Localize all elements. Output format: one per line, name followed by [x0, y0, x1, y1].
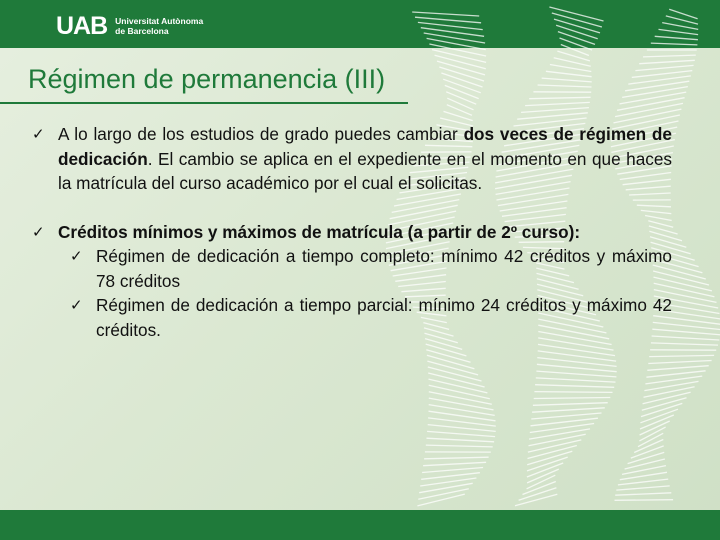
checkmark-icon: ✓	[70, 296, 83, 314]
decorative-stroke	[443, 79, 481, 93]
decorative-stroke	[428, 425, 496, 432]
decorative-stroke	[420, 478, 476, 486]
decorative-stroke	[432, 50, 486, 63]
checkmark-icon: ✓	[32, 125, 45, 143]
slide-title: Régimen de permanencia (III)	[28, 64, 386, 94]
decorative-stroke	[615, 103, 683, 116]
decorative-stroke	[615, 493, 671, 495]
sub-bullet-text: Régimen de dedicación a tiempo parcial: mínimo 24 créditos y máximo 42 créditos.	[96, 295, 672, 340]
decorative-stroke	[525, 102, 590, 105]
logo-mark: UAB	[56, 12, 108, 40]
decorative-stroke	[426, 350, 470, 363]
bullet-text-pre: A lo largo de los estudios de grado puedes cambiar	[58, 124, 464, 144]
decorative-stroke	[552, 13, 602, 27]
decorative-stroke	[441, 73, 482, 87]
bullet-item	[32, 122, 672, 196]
decorative-stroke	[617, 98, 685, 111]
decorative-stroke	[651, 43, 698, 45]
decorative-stroke	[517, 113, 588, 119]
decorative-stroke	[423, 462, 486, 465]
decorative-stroke	[531, 413, 601, 419]
bullet-text	[58, 220, 672, 245]
decorative-stroke	[655, 36, 698, 39]
checkmark-icon: ✓	[32, 222, 45, 241]
decorative-stroke	[429, 392, 492, 405]
decorative-stroke	[515, 494, 557, 505]
decorative-stroke	[648, 361, 711, 364]
decorative-stroke	[417, 494, 464, 506]
decorative-stroke	[429, 44, 486, 56]
decorative-stroke	[618, 479, 668, 485]
decorative-stroke	[616, 486, 669, 490]
sub-bullet-item	[70, 293, 672, 342]
decorative-stroke	[651, 343, 718, 345]
decorative-stroke	[429, 405, 495, 416]
decorative-stroke	[427, 38, 486, 49]
decorative-stroke	[412, 12, 479, 16]
decorative-stroke	[535, 385, 614, 388]
decorative-stroke	[426, 344, 467, 356]
decorative-stroke	[538, 344, 615, 355]
decorative-stroke	[529, 434, 586, 445]
decorative-stroke	[620, 92, 687, 104]
decorative-stroke	[615, 500, 674, 501]
bullet-text-bold: dos veces de régimen de dedicación	[58, 124, 672, 169]
bullet-text	[58, 122, 672, 196]
decorative-stroke	[542, 78, 592, 82]
decorative-stroke	[546, 71, 592, 76]
decorative-stroke	[536, 371, 616, 377]
bullet-item	[32, 220, 672, 245]
decorative-stroke	[554, 19, 600, 33]
decorative-stroke	[538, 85, 592, 87]
decorative-stroke	[556, 25, 598, 38]
decorative-stroke	[424, 33, 485, 43]
logo-text	[115, 17, 203, 37]
logo-line-2: de Barcelona	[115, 25, 169, 36]
decorative-stroke	[659, 29, 699, 34]
slide-content	[32, 122, 672, 342]
decorative-stroke	[536, 378, 616, 382]
decorative-stroke	[622, 87, 688, 98]
title-underline	[0, 102, 408, 104]
logo-line-1: Universitat Autònoma	[115, 15, 204, 26]
decorative-stroke	[427, 438, 495, 442]
decorative-stroke	[532, 408, 605, 412]
decorative-stroke	[635, 65, 693, 70]
decorative-stroke	[445, 85, 479, 98]
decorative-stroke	[422, 468, 483, 473]
decorative-stroke	[560, 38, 593, 50]
decorative-stroke	[427, 431, 495, 436]
decorative-stroke	[521, 108, 589, 113]
decorative-stroke	[529, 429, 590, 439]
decorative-stroke	[647, 366, 708, 371]
decorative-stroke	[558, 32, 595, 45]
decorative-stroke	[447, 98, 473, 110]
decorative-stroke	[649, 355, 714, 356]
decorative-stroke	[529, 97, 590, 98]
decorative-stroke	[662, 23, 698, 30]
decorative-stroke	[534, 392, 612, 393]
decorative-stroke	[639, 60, 695, 63]
decorative-stroke	[418, 489, 469, 500]
decorative-stroke	[614, 109, 682, 123]
uab-logo	[56, 14, 203, 39]
decorative-stroke	[424, 457, 489, 459]
sub-bullet-text: Régimen de dedicación a tiempo completo: mínimo 42 créditos y máximo 78 créditos	[96, 246, 672, 291]
decorative-stroke	[426, 445, 493, 447]
sub-bullet-item	[70, 244, 672, 293]
decorative-stroke	[644, 387, 695, 397]
checkmark-icon: ✓	[70, 247, 83, 265]
bullet-heading: Créditos mínimos y máximos de matrícula (a partir de 2º curso):	[58, 221, 581, 242]
decorative-stroke	[415, 17, 481, 23]
footer-bar	[0, 510, 720, 540]
decorative-stroke	[446, 92, 476, 104]
decorative-stroke	[429, 385, 490, 398]
decorative-stroke	[643, 55, 696, 57]
decorative-stroke	[534, 398, 611, 399]
decorative-stroke	[628, 452, 665, 463]
decorative-stroke	[429, 398, 494, 410]
decorative-stroke	[533, 403, 608, 406]
bullet-text-post: . El cambio se aplica en el expediente en el momento en que haces la matrícula del curso académico por el cual el solicitas.	[58, 148, 672, 193]
